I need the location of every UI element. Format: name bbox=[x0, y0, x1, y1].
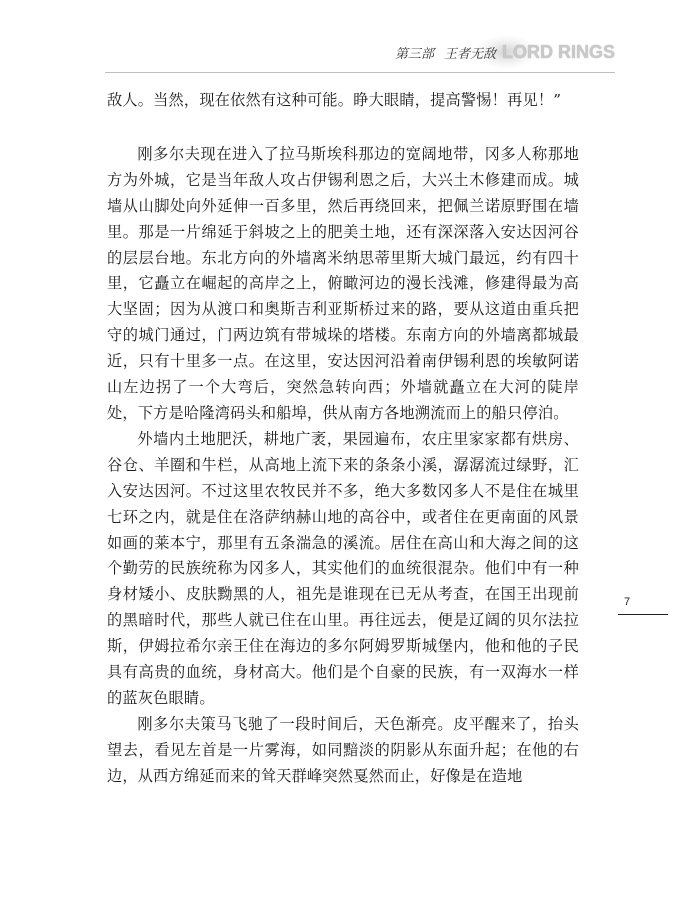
paragraph-4: 刚多尔夫策马飞驰了一段时间后，天色渐亮。皮平醒来了，抬头望去，看见左首是一片雾海，如同黯淡的阴影从东面升起；在他的右边，从西方绵延而来的耸天群峰突然戛然而止，好像是在造地 bbox=[107, 714, 579, 785]
running-header bbox=[395, 32, 615, 72]
paragraph-3: 外墙内土地肥沃，耕地广袤，果园遍布，农庄里家家都有烘房、谷仓、羊圈和牛栏，从高地上流下来的条条小溪，潺潺流过绿野，汇入安达因河。不过这里农牧民并不多，绝大多数冈多人不是住在城里七环之内，就是住在洛萨纳赫山地的高谷中，或者住在更南面的风景如画的莱本宁，那里有五条湍急的溪流。居住在高山和大海之间的这个勤劳的民族统称为冈多人，其实他们的血统很混杂。他们中有一种身材矮小、皮肤黝黑的人，祖先是谁现在已无从考查，在国王出现前的黑暗时代，那些人就已住在山里。再往远去，便是辽阔的贝尔法拉斯，伊姆拉希尔亲王住在海边的多尔阿姆罗斯城堡内，他和他的子民具有高贵的血统，身材高大。他们是个自豪的民族，有一双海水一样的蓝灰色眼睛。 bbox=[107, 429, 579, 707]
header-divider bbox=[105, 72, 615, 73]
header-text bbox=[395, 43, 496, 62]
page-number: 7 bbox=[624, 596, 631, 608]
paragraph-2: 刚多尔夫现在进入了拉马斯埃科那边的宽阔地带，冈多人称那地方为外城，它是当年敌人攻占伊锡利恩之后，大兴土木修建而成。城墙从山脚处向外延伸一百多里，然后再绕回来，把佩兰诺原野围在墙里。那是一片绵延于斜坡之上的肥美土地，还有深深落入安达因河谷的层层台地。东北方向的外墙离米纳思蒂里斯大城门最远，约有四十里，它矗立在崛起的高岸之上，俯瞰河边的漫长浅滩，修建得最为高大坚固；因为从渡口和奥斯吉利亚斯桥过来的路，要从这道由重兵把守的城门通过，门两边筑有带城垛的塔楼。东南方向的外墙离都城最近，只有十里多一点。在这里，安达因河沿着南伊锡利恩的埃敏阿诺山左边拐了一个大弯后，突然急转向西；外墙就矗立在大河的陡岸处，下方是哈隆湾码头和船埠，供从南方各地溯流而上的船只停泊。 bbox=[107, 144, 579, 422]
paragraph-gap bbox=[107, 114, 579, 142]
paragraph-1: 敌人。当然，现在依然有这种可能。睁大眼睛，提高警惕！再见！” bbox=[107, 91, 562, 109]
book-logo: LORD RINGS bbox=[501, 41, 615, 62]
header-title: 王者无敌 bbox=[443, 46, 496, 62]
page-body bbox=[107, 88, 579, 790]
header-part: 第三部 bbox=[394, 46, 434, 62]
page-number-rule bbox=[618, 614, 668, 615]
